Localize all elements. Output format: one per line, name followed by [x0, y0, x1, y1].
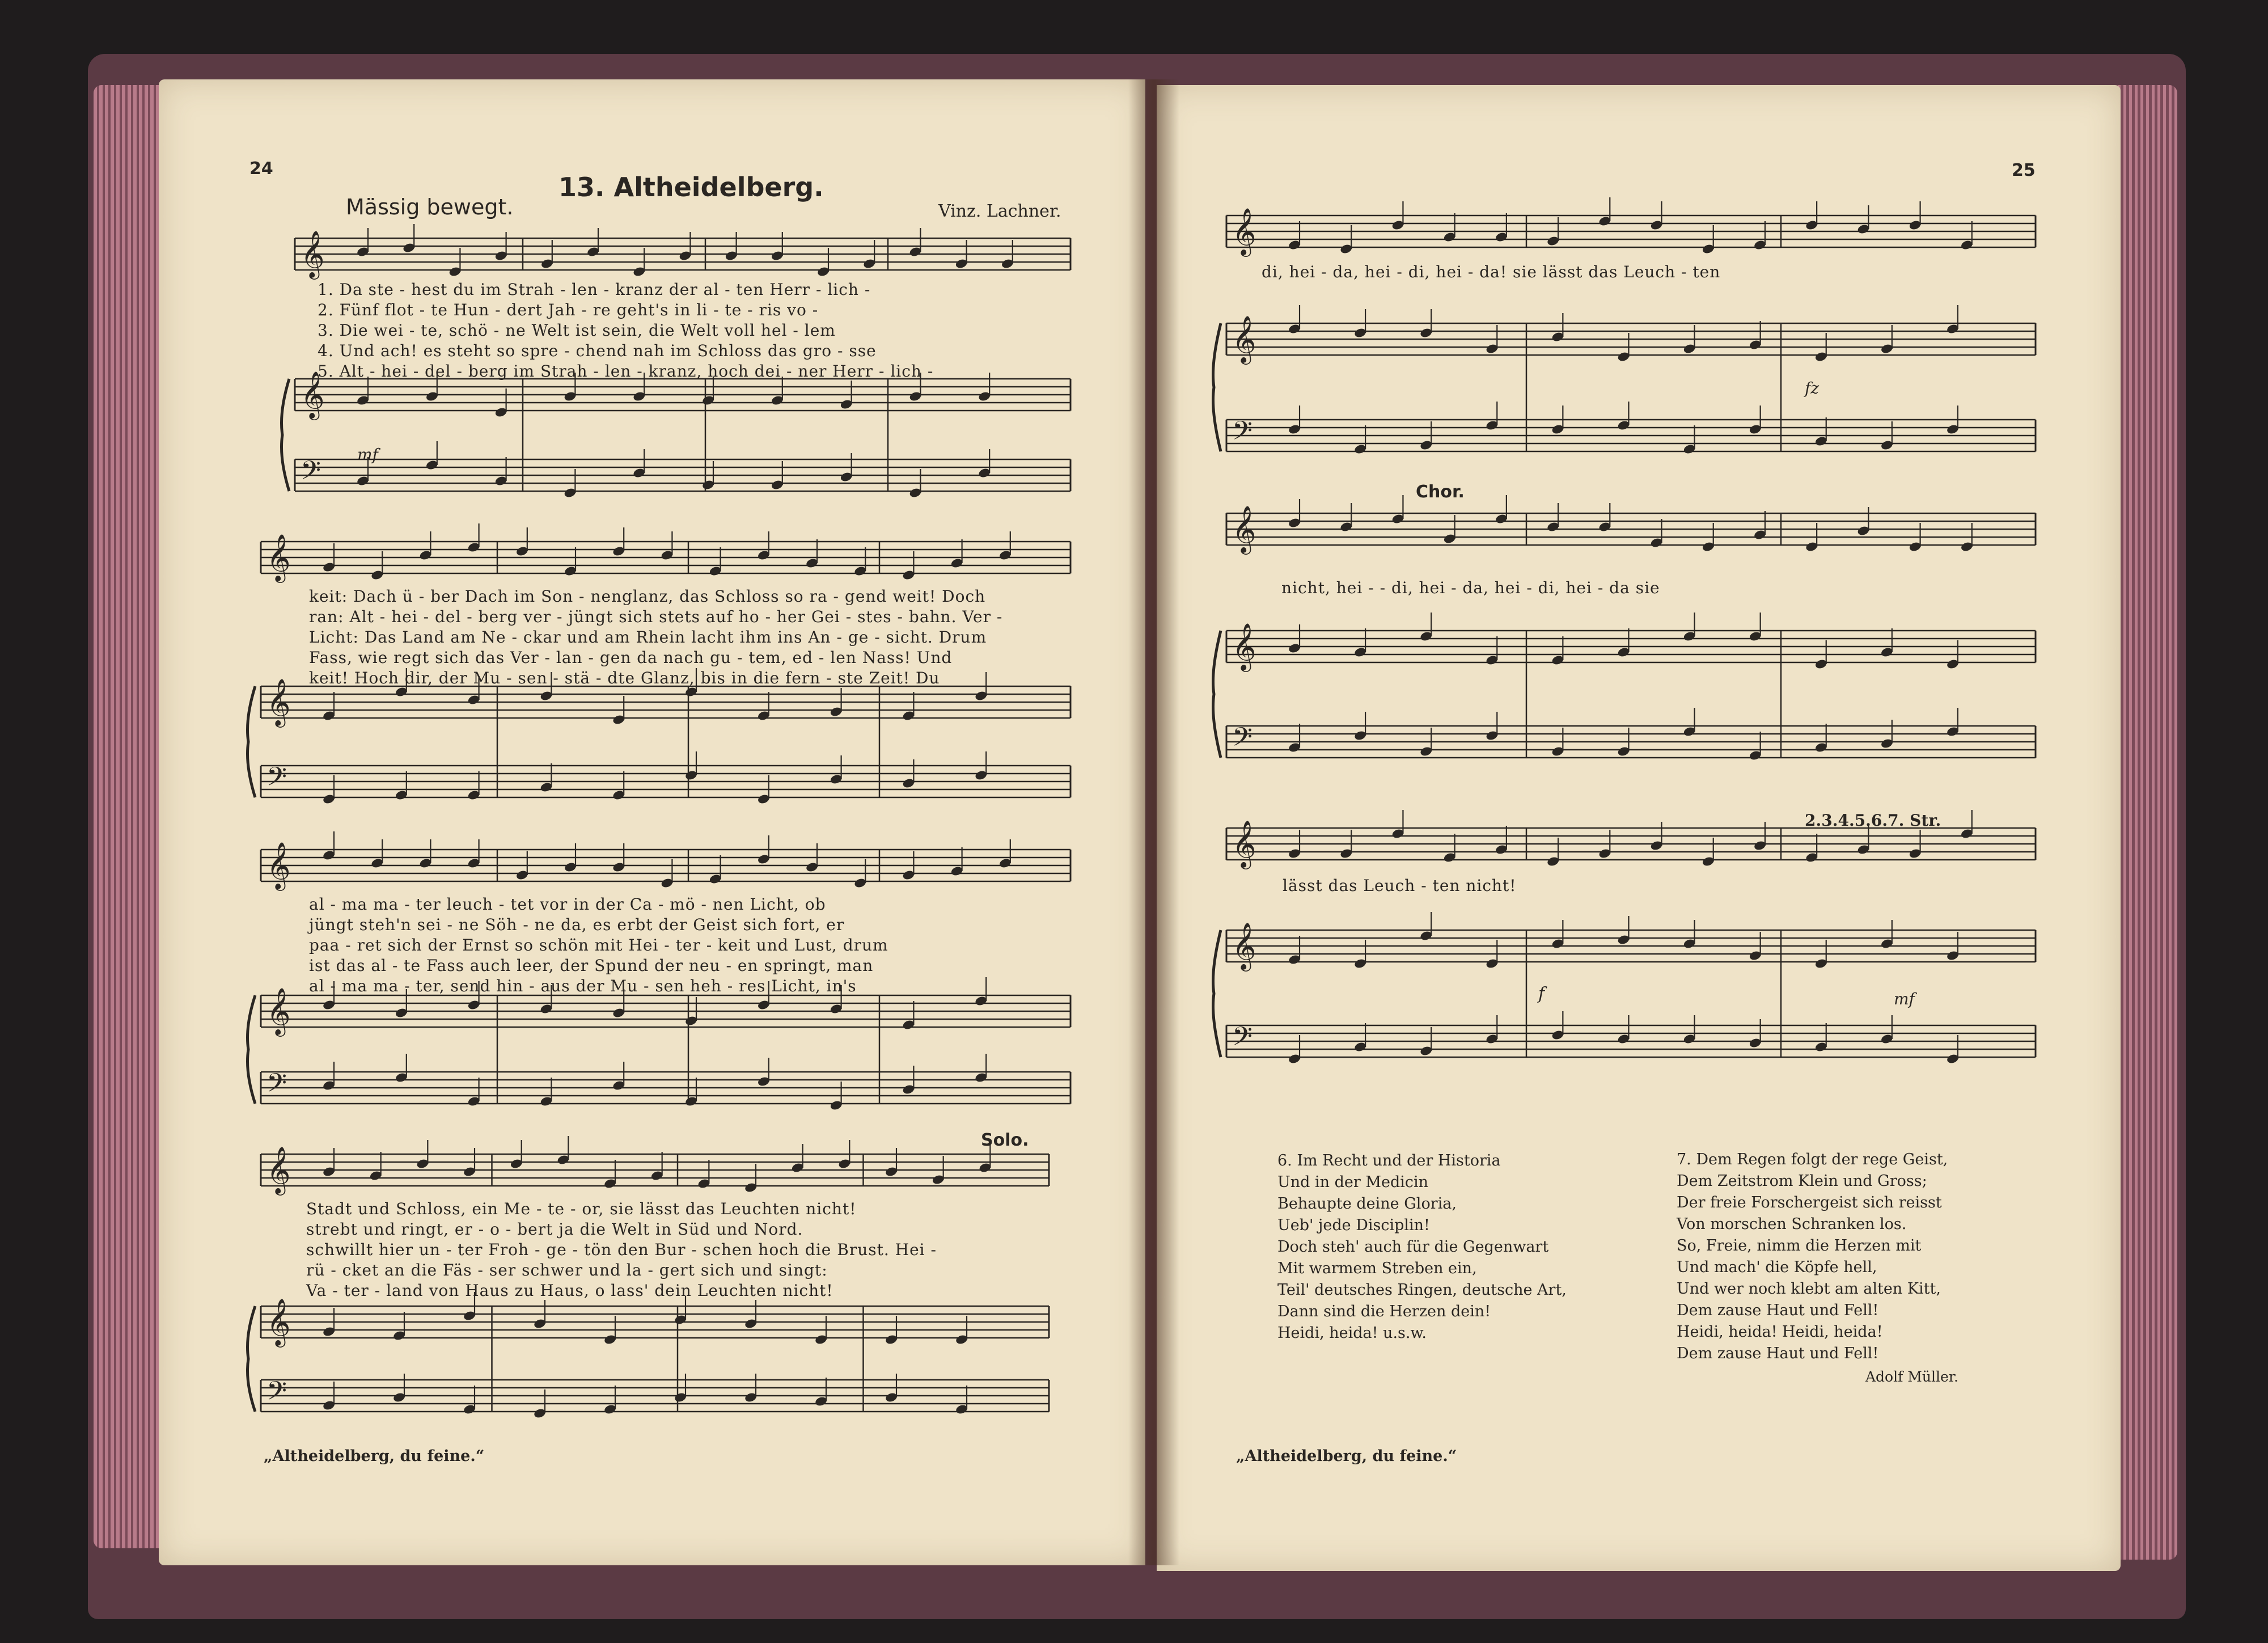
- treble-clef-icon: 𝄞: [266, 841, 291, 889]
- verse-line: 6. Im Recht und der Historia: [1277, 1152, 1501, 1169]
- dynamic-mf-left: mf: [357, 445, 378, 464]
- lyric-line: ran: Alt - hei - del - berg ver - jüngt sich stets auf ho - her Gei - stes - bahn. Ver -: [309, 607, 1003, 626]
- lyric-line: di, hei - da, hei - di, hei - da! sie lässt das Leuch - ten: [1262, 263, 1721, 281]
- bass-clef-icon: 𝄢: [1232, 416, 1253, 453]
- tempo-marking: Mässig bewegt.: [346, 195, 514, 219]
- lyric-line: keit: Dach ü - ber Dach im Son - nenglanz, das Schloss so ra - gend weit! Doch: [309, 587, 986, 606]
- dynamic-mf-right: mf: [1894, 990, 1915, 1008]
- bass-clef-icon: 𝄢: [266, 1376, 287, 1413]
- verse-line: 7. Dem Regen folgt der rege Geist,: [1677, 1151, 1948, 1168]
- lyric-line: Fass, wie regt sich das Ver - lan - gen da nach gu - tem, ed - len Nass! Und: [309, 648, 953, 667]
- left-page-number: 24: [249, 159, 273, 179]
- song-title: 13. Altheidelberg.: [558, 172, 824, 202]
- piano-brace: [282, 379, 290, 491]
- bass-clef-icon: 𝄢: [266, 762, 287, 799]
- verse-line: Und mach' die Köpfe hell,: [1677, 1258, 1877, 1276]
- verse-line: Dann sind die Herzen dein!: [1277, 1303, 1491, 1320]
- piano-brace: [1213, 930, 1221, 1057]
- lyric-line: Licht: Das Land am Ne - ckar und am Rhein lacht ihm ins An - ge - sicht. Drum: [309, 628, 987, 647]
- treble-clef-icon: 𝄞: [266, 533, 291, 581]
- piano-brace: [248, 686, 256, 797]
- verse-line: Heidi, heida! u.s.w.: [1277, 1324, 1427, 1342]
- verse-line: Dem Zeitstrom Klein und Gross;: [1677, 1172, 1927, 1190]
- verse-line: Und wer noch klebt am alten Kitt,: [1677, 1280, 1941, 1298]
- treble-clef-icon: 𝄞: [266, 1298, 291, 1345]
- verse-line: Von morschen Schranken los.: [1677, 1215, 1907, 1233]
- verse-line: Ueb' jede Disciplin!: [1277, 1217, 1430, 1234]
- treble-clef-icon: 𝄞: [1232, 505, 1256, 552]
- verse-line: Der freie Forschergeist sich reisst: [1677, 1194, 1942, 1211]
- left-footer: „Altheidelberg, du feine.“: [264, 1447, 485, 1465]
- lyric-line: al - ma ma - ter leuch - tet vor in der Ca - mö - nen Licht, ob: [309, 895, 826, 914]
- verse-6: [1277, 1150, 1567, 1344]
- bass-clef-icon: 𝄢: [1232, 1021, 1253, 1058]
- piano-brace: [248, 995, 256, 1104]
- dynamic-fz: fz: [1805, 379, 1820, 398]
- treble-clef-icon: 𝄞: [1232, 207, 1256, 255]
- lyric-line: 2. Fünf flot - te Hun - dert Jah - re geht's in li - te - ris vo -: [318, 301, 819, 319]
- treble-clef-icon: 𝄞: [266, 1146, 291, 1193]
- verse-line: Dem zause Haut und Fell!: [1677, 1302, 1879, 1319]
- author-credit: Adolf Müller.: [1865, 1369, 1958, 1385]
- lyric-line: 4. Und ach! es steht so spre - chend nah im Schloss das gro - sse: [318, 341, 877, 360]
- verse-line: Heidi, heida! Heidi, heida!: [1677, 1323, 1883, 1341]
- dynamic-f: f: [1538, 984, 1545, 1004]
- lyric-line: jüngt steh'n sei - ne Söh - ne da, es erbt der Geist sich fort, er: [309, 915, 845, 934]
- piano-brace: [1213, 323, 1221, 451]
- strophe-marking: 2.3.4.5.6.7. Str.: [1805, 811, 1941, 830]
- lyric-line: keit! Hoch dir, der Mu - sen - stä - dte Glanz, bis in die fern - ste Zeit! Du: [309, 669, 940, 687]
- solo-marking: Solo.: [981, 1130, 1029, 1150]
- verse-line: Teil' deutsches Ringen, deutsche Art,: [1277, 1281, 1567, 1299]
- lyric-line: 3. Die wei - te, schö - ne Welt ist sein, die Welt voll hel - lem: [318, 321, 836, 340]
- treble-clef-icon: 𝄞: [301, 370, 325, 418]
- verse-line: So, Freie, nimm die Herzen mit: [1677, 1237, 1922, 1255]
- treble-clef-icon: 𝄞: [266, 678, 291, 725]
- piano-brace: [1213, 631, 1221, 758]
- right-page-number: 25: [2012, 161, 2036, 180]
- treble-clef-icon: 𝄞: [1232, 922, 1256, 969]
- composer-credit: Vinz. Lachner.: [938, 201, 1061, 221]
- chor-marking: Chor.: [1416, 482, 1465, 502]
- treble-clef-icon: 𝄞: [301, 230, 325, 277]
- lyric-line: nicht, hei - - di, hei - da, hei - di, hei - da sie: [1281, 578, 1660, 597]
- bass-clef-icon: 𝄢: [301, 455, 321, 492]
- treble-clef-icon: 𝄞: [266, 987, 291, 1034]
- bass-clef-icon: 𝄢: [1232, 722, 1253, 759]
- lyric-line: rü - cket an die Fäs - ser schwer und la - gert sich und singt:: [306, 1261, 828, 1279]
- lyric-line: al - ma ma - ter, send hin - aus der Mu - sen heh - res Licht, in's: [309, 977, 857, 995]
- treble-clef-icon: 𝄞: [1232, 622, 1256, 670]
- lyric-line: paa - ret sich der Ernst so schön mit Hei - ter - keit und Lust, drum: [309, 936, 888, 954]
- lyric-line: Va - ter - land von Haus zu Haus, o lass' dein Leuchten nicht!: [306, 1281, 833, 1300]
- piano-brace: [248, 1306, 256, 1412]
- lyric-line: strebt und ringt, er - o - bert ja die Welt in Süd und Nord.: [306, 1220, 803, 1239]
- verse-line: Doch steh' auch für die Gegenwart: [1277, 1238, 1549, 1256]
- treble-clef-icon: 𝄞: [1232, 820, 1256, 867]
- bass-clef-icon: 𝄢: [266, 1068, 287, 1105]
- lyric-line: schwillt hier un - ter Froh - ge - tön den Bur - schen hoch die Brust. Hei -: [306, 1240, 937, 1259]
- verse-line: Dem zause Haut und Fell!: [1677, 1345, 1879, 1362]
- verse-line: Mit warmem Streben ein,: [1277, 1260, 1477, 1277]
- treble-clef-icon: 𝄞: [1232, 315, 1256, 362]
- verse-line: Behaupte deine Gloria,: [1277, 1195, 1457, 1213]
- verse-7: [1677, 1149, 1948, 1365]
- verse-line: Und in der Medicin: [1277, 1173, 1429, 1191]
- lyric-line: Stadt und Schloss, ein Me - te - or, sie lässt das Leuchten nicht!: [306, 1199, 857, 1218]
- lyric-line: ist das al - te Fass auch leer, der Spund der neu - en springt, man: [309, 956, 874, 975]
- right-footer: „Altheidelberg, du feine.“: [1236, 1447, 1457, 1465]
- lyric-line: 5. Alt - hei - del - berg im Strah - len - kranz, hoch dei - ner Herr - lich -: [318, 362, 934, 381]
- lyric-line: 1. Da ste - hest du im Strah - len - kranz der al - ten Herr - lich -: [318, 280, 871, 299]
- lyric-line: lässt das Leuch - ten nicht!: [1283, 876, 1517, 895]
